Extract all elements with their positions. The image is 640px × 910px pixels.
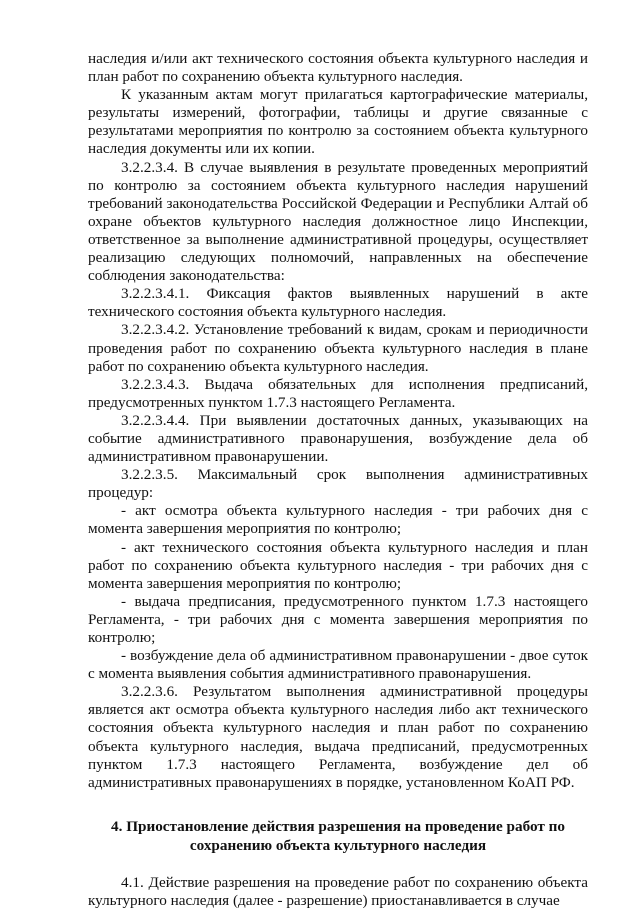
paragraph: 3.2.2.3.6. Результатом выполнения административной процедуры является акт осмотра объекта культурного наследия либо акт технического состояния объекта культурного наследия и план работ по сохранению объекта культурного наследия, выдача предписаний, предусмотренных пунктом 1.7.3 настоящего Регламента, возбуждение дел об административных правонарушениях в порядке, установленном КоАП РФ. [88,683,588,791]
list-item: - выдача предписания, предусмотренного пунктом 1.7.3 настоящего Регламента, - три рабочих дня с момента завершения мероприятия по контролю; [88,592,588,646]
paragraph: 3.2.2.3.4.3. Выдача обязательных для исполнения предписаний, предусмотренных пунктом 1.7.3 настоящего Регламента. [88,375,588,411]
paragraph: 3.2.2.3.4. В случае выявления в результате проведенных мероприятий по контролю за состоянием объекта культурного наследия нарушений требований законодательства Российской Федерации и Республики Алтай об охране объектов культурного наследия должностное лицо Инспекции, ответственное за выполнение административной процедуры, осуществляет реализацию следующих полномочий, направленных на обеспечение соблюдения законодательства: [88,158,588,285]
section-heading-line: сохранению объекта культурного наследия [189,836,487,854]
list-item: - акт осмотра объекта культурного наследия - три рабочих дня с момента завершения мероприятия по контролю; [88,502,588,538]
paragraph: 3.2.2.3.4.4. При выявлении достаточных данных, указывающих на событие административного правонарушения, возбуждение дела об административном правонарушении. [88,411,588,466]
document-page [88,50,588,910]
paragraph: наследия и/или акт технического состояния объекта культурного наследия и план работ по сохранению объекта культурного наследия. [88,50,588,86]
paragraph: К указанным актам могут прилагаться картографические материалы, результаты измерений, фотографии, таблицы и другие связанные с результатами мероприятия по контролю за состоянием объекта культурного наследия документы или их копии. [88,86,588,158]
section-heading [88,817,588,855]
paragraph: 3.2.2.3.5. Максимальный срок выполнения административных процедур: [88,466,588,502]
section-heading-line: 4. Приостановление действия разрешения на проведение работ по [111,817,565,835]
paragraph: 4.1. Действие разрешения на проведение работ по сохранению объекта культурного наследия (далее - разрешение) приостанавливается в случае [88,873,588,909]
paragraph: 3.2.2.3.4.2. Установление требований к видам, срокам и периодичности проведения работ по сохранению объекта культурного наследия в плане работ по сохранению объекта культурного наследия. [88,321,588,375]
list-item: - акт технического состояния объекта культурного наследия и план работ по сохранению объекта культурного наследия - три рабочих дня с момента завершения мероприятия по контролю; [88,538,588,592]
paragraph: 3.2.2.3.4.1. Фиксация фактов выявленных нарушений в акте технического состояния объекта культурного наследия. [88,285,588,321]
list-item: - возбуждение дела об административном правонарушении - двое суток с момента выявления события административного правонарушения. [88,647,588,683]
